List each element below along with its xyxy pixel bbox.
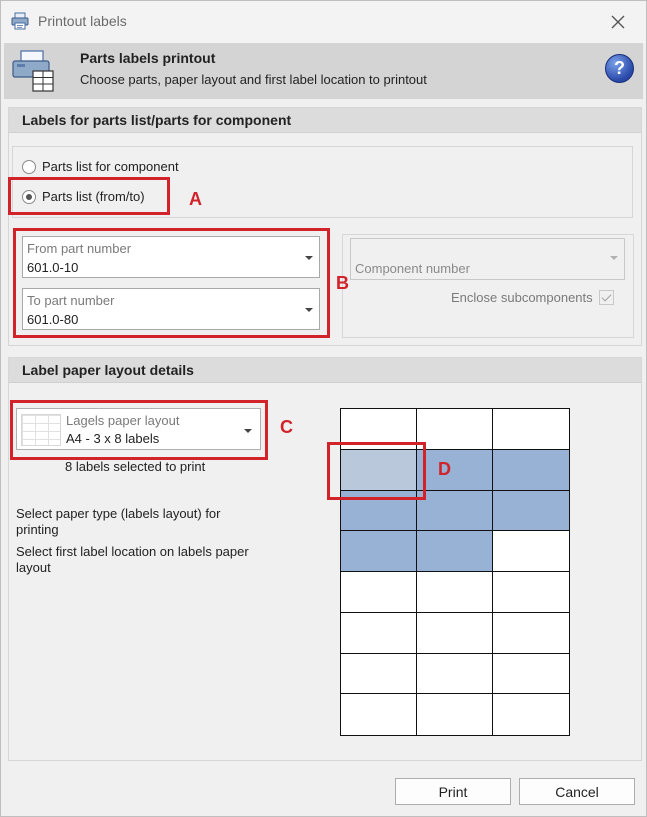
label-cell[interactable] <box>417 531 493 572</box>
label-cell[interactable] <box>493 654 569 695</box>
to-part-number-value: 601.0-80 <box>27 312 79 327</box>
parts-section-title: Labels for parts list/parts for component <box>22 112 292 128</box>
header-title: Parts labels printout <box>80 50 216 66</box>
component-number-label: Component number <box>355 261 470 276</box>
selected-count-text: 8 labels selected to print <box>65 459 206 474</box>
enclose-subcomponents <box>451 290 614 305</box>
label-cell[interactable] <box>417 613 493 654</box>
label-cell[interactable] <box>417 654 493 695</box>
label-cell[interactable] <box>417 409 493 450</box>
window-title: Printout labels <box>38 13 127 29</box>
close-icon <box>611 15 625 29</box>
radio-parts-list-for-component[interactable] <box>22 159 179 174</box>
annotation-letter-d: D <box>438 459 451 479</box>
label-cell[interactable] <box>417 572 493 613</box>
hint-first-label: Select first label location on labels paper layout <box>16 544 249 575</box>
dialog-header <box>4 43 643 99</box>
annotation-letter-a: A <box>189 189 202 209</box>
label-cell[interactable] <box>341 694 417 735</box>
from-part-number-label: From part number <box>27 241 132 256</box>
label-cell[interactable] <box>341 531 417 572</box>
annotation-box-a <box>8 177 170 215</box>
annotation-box-d <box>327 442 426 500</box>
help-button[interactable] <box>605 54 634 83</box>
annotation-letter-c: C <box>280 417 293 437</box>
layout-section-title: Label paper layout details <box>22 362 194 378</box>
title-bar <box>1 1 646 43</box>
label-cell[interactable] <box>493 613 569 654</box>
label-cell[interactable] <box>417 491 493 532</box>
label-cell[interactable] <box>341 613 417 654</box>
radio-button-unchecked[interactable] <box>22 160 36 174</box>
annotation-box-b <box>13 228 330 338</box>
label-cell[interactable] <box>493 531 569 572</box>
label-cell[interactable] <box>341 572 417 613</box>
label-cell[interactable] <box>493 450 569 491</box>
paper-layout-label: Lagels paper layout <box>66 413 180 428</box>
label-cell[interactable] <box>493 572 569 613</box>
label-cell[interactable] <box>493 694 569 735</box>
annotation-letter-b: B <box>336 273 349 293</box>
parts-section-header <box>9 108 641 133</box>
label-printer-icon <box>11 49 55 93</box>
enclose-subcomponents-label: Enclose subcomponents <box>451 290 593 305</box>
component-panel <box>342 234 634 338</box>
label-cell[interactable] <box>493 491 569 532</box>
label-cell[interactable] <box>417 450 493 491</box>
close-button[interactable] <box>601 7 635 37</box>
label-cell[interactable] <box>493 409 569 450</box>
from-part-number-value: 601.0-10 <box>27 260 79 275</box>
to-part-number-label: To part number <box>27 293 115 308</box>
printer-icon <box>10 11 30 31</box>
enclose-subcomponents-checkbox <box>599 290 614 305</box>
chevron-down-icon <box>610 256 618 260</box>
radio-label: Parts list for component <box>42 159 179 174</box>
header-subtitle: Choose parts, paper layout and first label location to printout <box>80 72 427 87</box>
label-cell[interactable] <box>417 694 493 735</box>
cancel-button[interactable]: Cancel <box>519 778 635 805</box>
help-icon: ? <box>614 58 625 78</box>
radio-label: Parts list (from/to) <box>42 189 145 204</box>
layout-section-header <box>9 358 641 383</box>
label-cell[interactable] <box>341 654 417 695</box>
component-number-combo <box>350 238 625 280</box>
annotation-box-c <box>10 400 268 460</box>
print-button[interactable]: Print <box>395 778 511 805</box>
paper-layout-value: A4 - 3 x 8 labels <box>66 431 160 446</box>
hint-paper-type: Select paper type (labels layout) for printing <box>16 506 221 537</box>
